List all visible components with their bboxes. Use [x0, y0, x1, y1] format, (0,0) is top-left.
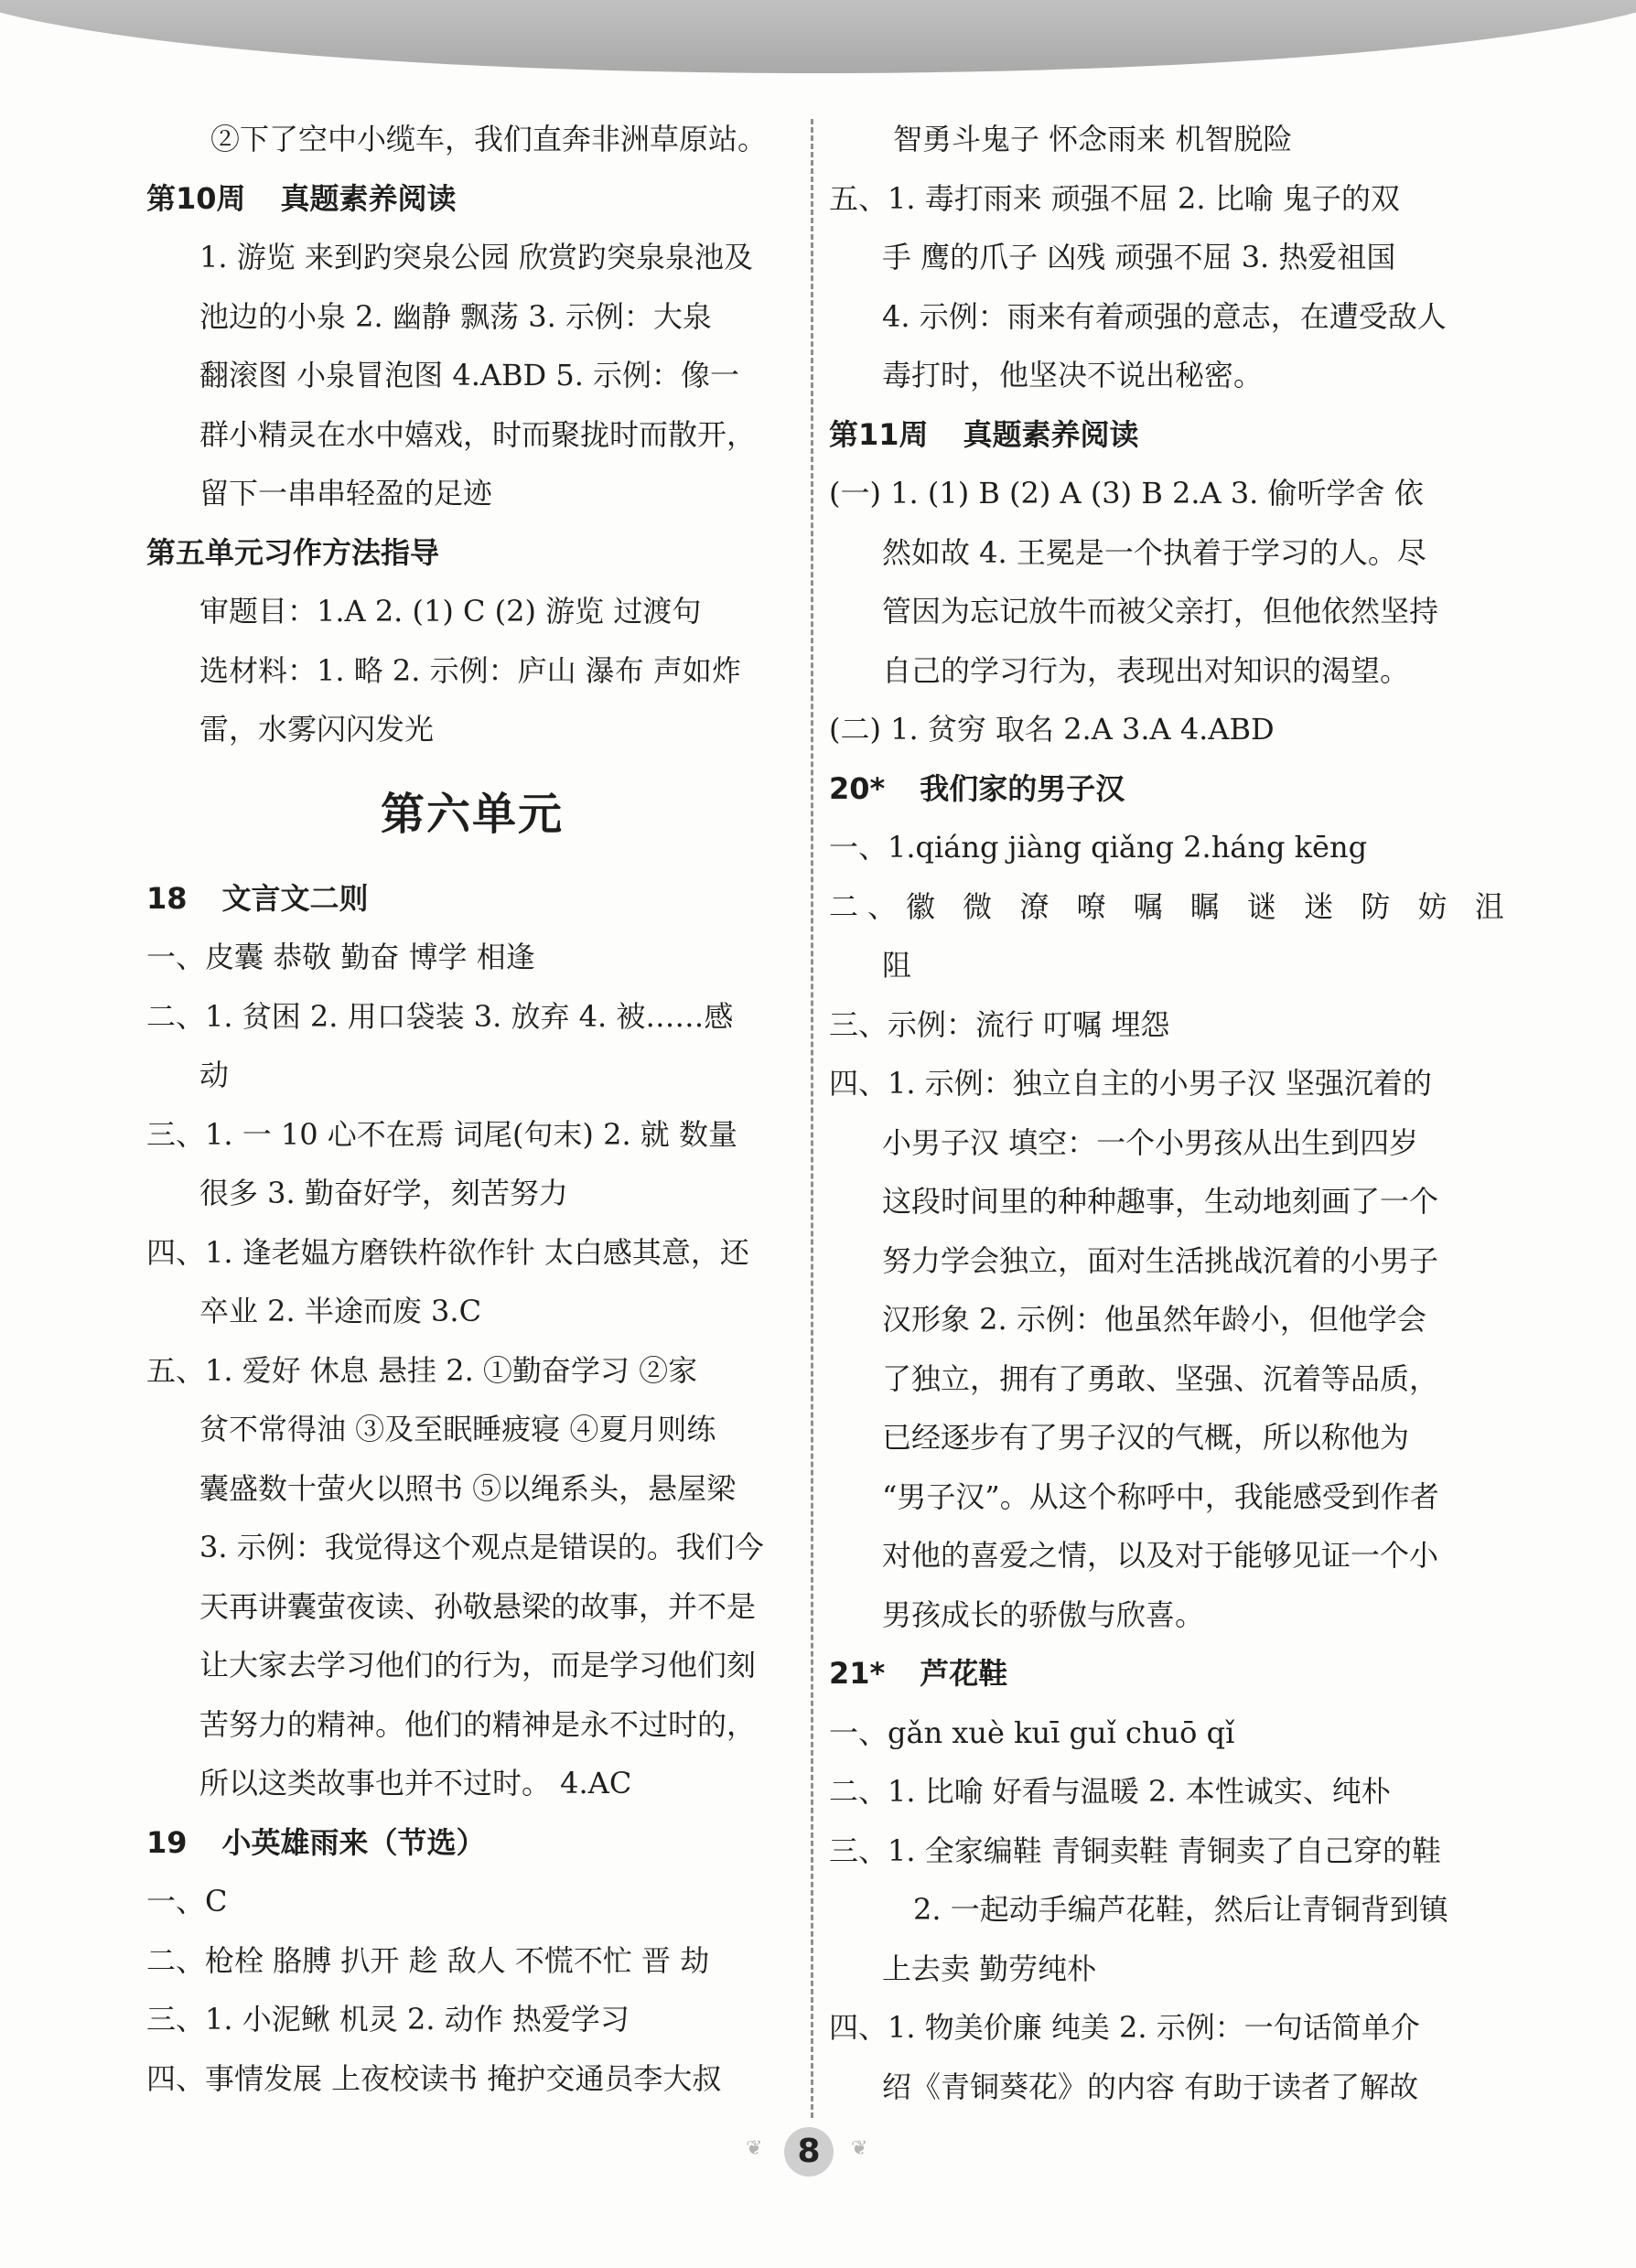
answer-line: ②下了空中小缆车，我们直奔非洲草原站。	[210, 122, 768, 156]
section-heading	[146, 869, 798, 929]
answer-line: 群小精灵在水中嬉戏，时而聚拢时而散开，	[199, 416, 757, 452]
answer-line: 贫不常得油 ③及至眠睡疲寝 ④夏月则练	[199, 1412, 716, 1446]
answer-line: 三、1. 一 10 心不在焉 词尾(句末) 2. 就 数量	[146, 1116, 737, 1152]
section-title: 文言文二则	[221, 880, 369, 916]
section-title: 真题素养阅读	[280, 180, 457, 216]
section-heading	[829, 405, 1479, 465]
answer-line: 绍《青铜葵花》的内容 有助于读者了解故	[882, 2069, 1419, 2104]
section-title: 芦花鞋	[920, 1656, 1008, 1691]
answer-line: 动	[199, 1058, 230, 1092]
answer-line: 对他的喜爱之情，以及对于能够见证一个小	[882, 1538, 1439, 1573]
answer-line: 苦努力的精神。他们的精神是永不过时的，	[199, 1706, 757, 1742]
answer-line: 池边的小泉 2. 幽静 飘荡 3. 示例：大泉	[199, 298, 712, 334]
answer-line: 天再讲囊萤夜读、孙敬悬梁的故事，并不是	[199, 1588, 757, 1624]
answer-line: 毒打时，他坚决不说出秘密。	[882, 358, 1264, 392]
right-answer-column	[829, 110, 1513, 2116]
section-heading	[829, 1644, 1479, 1704]
answer-line: 三、示例：流行 叮嘱 埋怨	[829, 1006, 1170, 1042]
answer-line: 汉形象 2. 示例：他虽然年龄小，但他学会	[882, 1302, 1426, 1337]
answer-line: 管因为忘记放牛而被父亲打，但他依然坚持	[882, 594, 1439, 629]
section-number: 20*	[829, 770, 886, 806]
answer-line: 翻滚图 小泉冒泡图 4.ABD 5. 示例：像一	[199, 358, 740, 392]
section-number: 第11周	[829, 416, 929, 452]
answer-line: 雷，水雾闪闪发光	[199, 712, 435, 747]
answer-line: 小男子汉 填空：一个小男孩从出生到四岁	[882, 1124, 1419, 1160]
section-number: 18	[146, 880, 188, 916]
answer-line: 审题目：1.A 2. (1) C (2) 游览 过渡句	[199, 594, 702, 629]
answer-line: 囊盛数十萤火以照书 ⑤以绳系头，悬屋梁	[199, 1470, 737, 1506]
answer-line: (二) 1. 贫穷 取名 2.A 3.A 4.ABD	[829, 712, 1275, 747]
page-number: 8	[784, 2127, 834, 2177]
left-answer-column	[146, 110, 798, 2108]
answer-line: 三、1. 小泥鳅 机灵 2. 动作 热爱学习	[146, 2002, 630, 2037]
answer-line: “男子汉”。从这个称呼中，我能感受到作者	[882, 1478, 1439, 1514]
answer-line: 四、1. 物美价廉 纯美 2. 示例：一句话简单介	[829, 2010, 1420, 2045]
section-heading	[146, 523, 798, 583]
answer-line: 二、1. 贫困 2. 用口袋装 3. 放弃 4. 被……感	[146, 998, 734, 1034]
sprout-left-icon: ❦	[746, 2137, 763, 2160]
section-title: 小英雄雨来（节选）	[221, 1824, 486, 1860]
answer-line: (一) 1. (1) B (2) A (3) B 2.A 3. 偷听学舍 依	[829, 476, 1424, 511]
answer-line: 所以这类故事也并不过时。 4.AC	[199, 1766, 632, 1800]
answer-line: 卒业 2. 半途而废 3.C	[199, 1294, 482, 1328]
answer-line: 四、1. 示例：独立自主的小男子汉 坚强沉着的	[829, 1066, 1432, 1101]
answer-line: 1. 游览 来到趵突泉公园 欣赏趵突泉泉池及	[199, 240, 754, 274]
answer-line: 一、gǎn xuè kuī guǐ chuō qǐ	[829, 1714, 1235, 1750]
column-divider	[811, 119, 813, 2118]
answer-line: 二、徽 微 潦 嘹 嘱 瞩 谜 迷 防 妨 沮	[829, 888, 1513, 924]
answer-line: 已经逐步有了男子汉的气概，所以称他为	[882, 1420, 1410, 1455]
section-number: 21*	[829, 1656, 886, 1691]
answer-line: 二、1. 比喻 好看与温暖 2. 本性诚实、纯朴	[829, 1774, 1391, 1809]
section-heading	[146, 1813, 798, 1873]
answer-line: 这段时间里的种种趣事，生动地刻画了一个	[882, 1184, 1439, 1219]
answer-line: 四、事情发展 上夜校读书 掩护交通员李大叔	[146, 2060, 722, 2096]
section-title: 真题素养阅读	[963, 416, 1139, 452]
answer-line: 很多 3. 勤奋好学，刻苦努力	[199, 1176, 568, 1210]
answer-line: 然如故 4. 王冕是一个执着于学习的人。尽	[882, 534, 1426, 570]
section-heading	[829, 759, 1479, 819]
section-number: 第10周	[146, 180, 246, 216]
answer-line: 一、1.qiáng jiàng qiǎng 2.háng kēng	[829, 830, 1368, 865]
answer-line: 五、1. 毒打雨来 顽强不屈 2. 比喻 鬼子的双	[829, 180, 1400, 216]
answer-line: 手 鹰的爪子 凶残 顽强不屈 3. 热爱祖国	[882, 240, 1396, 274]
answer-line: 男孩成长的骄傲与欣喜。	[882, 1596, 1205, 1632]
answer-line: 选材料：1. 略 2. 示例：庐山 瀑布 声如炸	[199, 652, 741, 688]
section-number: 第五单元习作方法指导	[146, 534, 440, 570]
answer-line: 自己的学习行为，表现出对知识的渴望。	[882, 652, 1410, 688]
answer-line: 2. 一起动手编芦花鞋，然后让青铜背到镇	[913, 1892, 1448, 1927]
section-number: 19	[146, 1824, 188, 1860]
answer-line: 努力学会独立，面对生活挑战沉着的小男子	[882, 1242, 1439, 1278]
sprout-right-icon: ❦	[851, 2137, 868, 2160]
answer-line: 了独立，拥有了勇敢、坚强、沉着等品质，	[882, 1360, 1439, 1396]
answer-line: 三、1. 全家编鞋 青铜卖鞋 青铜卖了自己穿的鞋	[829, 1833, 1442, 1868]
answer-line: 一、C	[146, 1884, 228, 1919]
section-heading	[146, 169, 798, 229]
answer-line: 3. 示例：我觉得这个观点是错误的。我们今	[199, 1530, 764, 1564]
answer-line: 4. 示例：雨来有着顽强的意志，在遭受敌人	[882, 298, 1447, 334]
unit-title: 第六单元	[380, 788, 564, 840]
answer-line: 留下一串串轻盈的足迹	[199, 476, 493, 511]
section-title: 我们家的男子汉	[920, 770, 1125, 806]
answer-line: 五、1. 爱好 休息 悬挂 2. ①勤奋学习 ②家	[146, 1352, 698, 1388]
answer-line: 四、1. 逢老媪方磨铁杵欲作针 太白感其意，还	[146, 1234, 749, 1270]
answer-line: 二、枪栓 胳膊 扒开 趁 敌人 不慌不忙 晋 劫	[146, 1942, 710, 1978]
answer-line: 智勇斗鬼子 怀念雨来 机智脱险	[893, 122, 1293, 156]
answer-line: 一、皮囊 恭敬 勤奋 博学 相逢	[146, 940, 535, 974]
answer-line: 阻	[882, 948, 912, 983]
answer-line: 让大家去学习他们的行为，而是学习他们刻	[199, 1648, 757, 1682]
top-decorative-band	[0, 0, 1636, 82]
answer-line: 上去卖 勤劳纯朴	[882, 1951, 1097, 1986]
